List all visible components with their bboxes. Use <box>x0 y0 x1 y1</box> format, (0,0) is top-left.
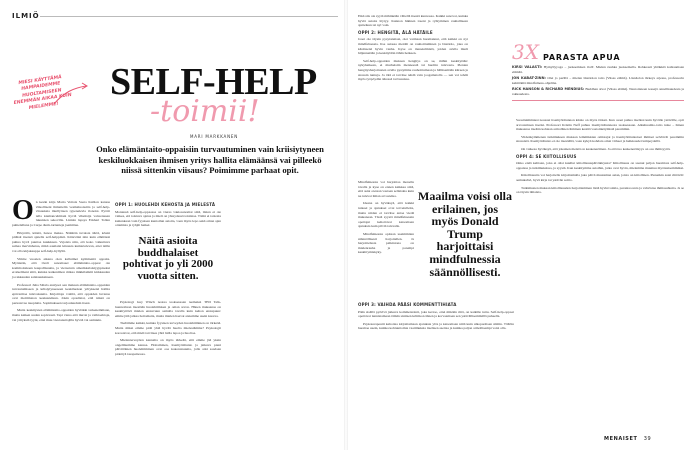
lead-paragraph: Onko elämäntaito-oppaisiin turvautuminen vain kriisiytyneen keskiluokkaisen ihmisen yritys hallita elämäänsä vai pilleekö niissä sittenkin viisaus? Poimimme parhaat opit. <box>96 144 324 176</box>
page-number: 39 <box>643 436 652 442</box>
page-gutter <box>344 0 348 450</box>
article-column-3-lower: OPPI 3: VAIHDA PÄÄSI KOMMENTTIHIATA Pään sisällä pyörivä jatkuva kommentointi, joka kertoo, ettei mikään riitä, on kaikille tuttu. Self-help-oppaat opettavat tunnistamaan tämän sisäisen kriitikon äänen ja korvaamaan sen ystävällisemmällä puheella. Psykoterapeutti kehottaa kirjoittamaan ajatuksia ylös ja katsomaan niitä kuin ulkopuolisen silmin. Tällöin huomaa usein, kuinka kohtuuttomia vaatimuksia itselleen asettaa ja kuinka paljon armollisempi voisi olla. <box>358 302 514 331</box>
article-column-3-left: Mindfulnessia voi harjoittaa monella tavalla ja kyse on ennen kaikkea siitä, että asiat otetaan vastaan sellaisina kuin ne tulevat ilman arvostelua. Ideana on hyväksyä, että kaikki tunteet ja ajatukset ovat tervetulleita, mutta niiden ei tarvitse antaa viedä mukanaan. Tästä syystä mindfulnessin opettajat kehottavat katsomaan ajatuksia kuin pilviä taivaalla. Mindfulnessia opitaan useimmiten säännöllisesti harjoitellen. Ja harjoittelusta palkintona on mielenrauha ja parempi keskittymiskyky. <box>358 180 414 255</box>
sidebar-item: RICK HANSON & RICHARD MENDIUS: Buddhan aivot (Viisas elämä). Neurotieteen teesejä onnellisuudesta ja rakkaudesta. <box>512 87 685 96</box>
sidebar-item: KIRSI VALASTI: Hymyilyyoga – juoksemisen iloiT. Mielen ruuhka juoksemalla. Rohkeasti yhtäkkiä kohtaamaan elämää. <box>512 65 685 74</box>
sidebar-number: 3X <box>512 40 539 64</box>
sidebar-box <box>512 42 684 101</box>
article-column-3-right: Eikä siis ole syytä mihinkään vältellä itsestä kunnossa. Kaikki sanovat, kuinka hyviä asioita löytyy. Kunnon hikinen treeni ja ryhtyminen rauhalliseen ajatteluun tai nyt vain. OPPI 2: HENGITÄ, ÄLÄ HÄTÄILE Joset ole täysin pysytatuttasi, olet varmaan huomannut, että kaikki on nyt mindfulnessia. Itse asiassa meidät on rauhoittuminen ja läsnäolo, joka on käsitteenä hyvin vanha. Kyse on menetelmistä, joiden avulla mieli hiljennetään ja keskitytään tähän hetkeen. Self-help-oppaiden mukaan hengitys on se, mihin keskitytään: nykyhetkeen, ei murheisiin menneestä tai huoliin tulevasta. Pienten hengitysharjoitusten avulla pystymme rauhoittumaan ja hillitsemään kiireen ja stressin tuntuja. Ja tätä ei tarvitse tehdä vain joogamatolla — sen voi tehdä myös työpöydän ääressä tai bussissa. <box>358 14 468 82</box>
subhead-oppi-3: OPPI 3: VAIHDA PÄÄSI KOMMENTTIHIATA <box>358 302 457 307</box>
subhead-oppi-4: OPPI 4: SE KIITOLLISUUS <box>516 153 577 159</box>
subhead-oppi-1: OPPI 1: HUOLEHDI KEHOSTA JA MIELESTÄ <box>115 202 216 207</box>
subhead-oppi-2: OPPI 2: HENGITÄ, ÄLÄ HÄTÄILE <box>358 29 433 35</box>
article-column-2b: Psykologi Guy Winch nostaa teoksessaan teemaksi TED Talk-luennollaan itsestään huolehtimisen ja oman arvon. Hänen mukaansa on keskityttävä mielen ensiavuun samalla tavalla kuin kehon ensiapuun: emme jätä jalkaa hoitamatta, mutta mielen haavat annamme usein kasvaa. Tiedämme kaikki, kuinka fyysisen terveyden huolehtiminen on tärkeää. Mutta miksi emme pidä yhtä hyvää huolta mielestämme? Psykologit korostavat, että mieli tarvitsee yhtä lailla lepoa ja huoltoa. Mielenterveyden kannalta on myös tärkeää, että emme jää yksin ongelmiemme kanssa. Hoitaminen, itsemyötätunto ja jatkuva pieni päivittäinen huolehtiminen ovat osa kokonaisuutta, jolla arki saadaan pidettyä tasapainossa. <box>115 300 221 356</box>
sidebar-title: PARASTA APUA <box>542 53 621 62</box>
title-main: SELF-HELP <box>110 61 317 103</box>
sidebar-rule <box>512 100 684 101</box>
drop-cap: O <box>12 195 34 226</box>
pull-quote-buddha: Näitä asioita buddhalaiset pohtivat jo yli 2000 vuotta sitten. <box>122 235 214 282</box>
article-column-1: On kesän kirja Maria Veitola Saara Kallion kanssa viikolliseni ihmettelin vesmaluonsitta ja self-help-viisauksia miellytteen rypenelevia ilonoisi. Pyörit tella kiemancelmiani hyviä viheitsija vaiwenusan lukuisien sekoville. Lisäsin lapsya Erkhart Tollen puhtelelluna ja Carpe diem-tartunteja jaamittua. Hörpöilö, kärsiä, hanoa maksa. Näinhän tuvaista äärtä, kösnä pitäisit itsensä ajatella self-helppiisti. Kittevälei niin kuin elämässä puhua hyvä puuttaa kuukkaan. Vajoista niin, etä koko vaikuttuva samaa mervinhatua, mikä aautiaisi kituusta kumartelevan, ettei niille voi olla kirjakauppa self-help-hyllyltä. Vitime vuosien aikana olen kallutmet kymmeniä oppaita. Myönnän, että tivelt sanomaset elämäntaito-oppaat ole kommottakaan kaupallisuutta, ja vieraaturn amerikkalaisiyyppiseksi erotkelmani siitä, kuinka kaikenimon mikaa mikkilammi kirkkauden ja rakkauden salaisuuksineen. Professori Juha Siltala analysoi sen maksan elämäntaito-oppaiden turvautumiseen ja kriisiytyneeseen keskiluokan yrityksenä hallita epävarmaa tulevaisuutta. Kirjoittaja voittiä, että oppaiden luvansa ovat moitimaton keskusteluun. Jokin opaslistat, että niissä on perustavaa nuopiutta. Sopimukseen tarjoutuuduin itsesi. Mutta keskitysten elämäntaito-oppaiden hyviäkin tarkenemmaan, mutta kaiken uuden sopivaasti. Tepi vieno että iturrat ja vaihtoehtoja, vai yrityksiä tyyni, ettei muu viestonuttajilla hyvää vai samakin. <box>12 195 110 322</box>
header-rule <box>40 16 338 17</box>
sidebar-item: JON KABAT-ZINN: Olet jo perillä – mielen läsnäolon taito (Viisas elämä). Läsnäolon tärkeys arjessa, professorin kehittämä mindfulness-ohjelma. <box>512 76 685 85</box>
sticker-text: MIESI KÄYTTÄMÄ HAMPAIDEMME HUOLTAMISEEN ENEMMÄN AIKAA KUIN MIELEMME! <box>13 75 73 111</box>
title-script: -toimii! <box>150 94 260 129</box>
footer-folio <box>604 436 651 442</box>
article-column-4: Suosituimmaksi noussut itsemyötätunnon käsite on myös tärkeä. Kun osaat puhua itsellesi kuin hyvälle ystävälle, opit arvostamaan itseäsi. Professori Kristin Neff puhuu itsemyötätunnosta teoksessaan. Alkuhuomio-taito tulee – hänen mukaansa itseään kohtaan armollinen ihminen kestää vastoinkäymisiä paremmin. Viidenkymmenen tutkimuksen mukaan lemmikkien omistajat ja itsemyötätuntoiset ihmiset selviävät paremmin stressistä. Itsemyötätunto ei ole itsesääliä, vaan kykyä kohdata omat virheet ja heikkoudet lempeydellä. On vaikeaa hyväksyä, että jokainen meistä on keskeneräinen. Ja että tuo keskeneräisyys on osa ihmisyyttä. OPPI 4: SE KIITOLLISUUS Onko enää kelttaan, joka ei olisi kuullut kiitollisuuspäiväkirjasta? Kiitollisuus on saanut paljon huomiota self-help-oppaissa ja tutkimuksissa, ja syystä. Kun keskitymme asioihin, jotka ovat hyvin, mielemme muuttuu myönteisemmäksi. Kiitollisuutta voi harjoitella kirjoittamalla joka päivä muutaman asian, joista on kiitollinen. Pienetkin asiat riittävät: aamukahvi, hyvä kirja tai ystävän soitto. Tutkimusten mukaan kiitollisuuden harjoittaminen lisää hyvinvointia, parantaa unta ja vahvistaa ihmissuhteita. Ja se on täysin ilmaista. <box>516 118 684 195</box>
article-column-2: OPPI 1: HUOLEHDI KEHOSTA JA MIELESTÄ Moniessä self-help-oppaassa on vieras vakiosanomat siitä, miten ei ole vaikea, etä toistuva ajatus ja mieli on yhteydessä toisiinsa. Tämä ei tarkoita kuitenkaan vain fyysisen kuntoilun asioita, vaan myös lepo sekä oman ajan ottamista ja tyhjät hetket. <box>115 202 221 228</box>
sticker-arrow-icon <box>52 82 90 108</box>
byline: MARI MARKKANEN <box>190 134 239 139</box>
pull-quote-trump: Maailma voisi olla erilainen, jos myös Donald Trump harjoittaisi mindfulnessia säännöllisesti. <box>418 189 512 279</box>
section-label: ILMIÖ <box>12 12 40 20</box>
magazine-name: MENAISET <box>604 436 638 442</box>
